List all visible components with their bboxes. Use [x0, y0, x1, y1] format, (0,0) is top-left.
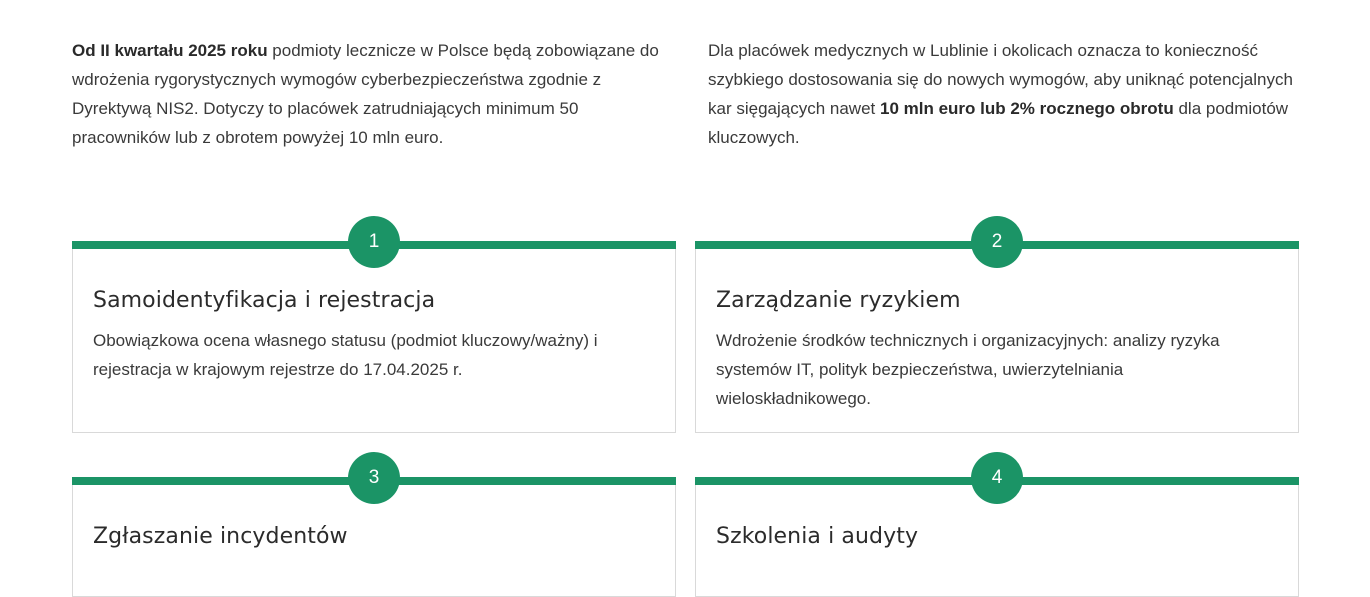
card-description: Obowiązkowa ocena własnego statusu (podmiot kluczowy/ważny) i rejestracja w krajowym rejestrze do 17.04.2025 r.	[93, 331, 598, 379]
step-number-badge: 3	[348, 452, 400, 504]
card-title: Samoidentyfikacja i rejestracja	[93, 288, 436, 313]
card-title: Zgłaszanie incydentów	[93, 524, 348, 549]
requirement-card-1	[72, 231, 676, 433]
intro-right-text-start: Dla placówek medycznych w Lublinie i okolicach oznacza to konieczność szybkiego dostosowania się do nowych wymogów, aby uniknąć potencjalnych kar sięgających nawet	[708, 41, 1293, 118]
requirement-card-4	[695, 467, 1299, 597]
card-description: Wdrożenie środków technicznych i organizacyjnych: analizy ryzyka systemów IT, polityk bezpieczeństwa, uwierzytelniania wieloskładnikowego.	[716, 331, 1220, 408]
intro-right-text-end: dla podmiotów kluczowych.	[708, 99, 1289, 147]
step-number-badge: 2	[971, 216, 1023, 268]
requirement-card-2	[695, 231, 1299, 433]
intro-left-bold: Od II kwartału 2025 roku	[72, 41, 268, 60]
requirement-card-3	[72, 467, 676, 597]
intro-paragraph-left	[72, 36, 672, 152]
step-number-badge: 1	[348, 216, 400, 268]
intro-right-bold: 10 mln euro lub 2% rocznego obrotu	[879, 99, 1174, 118]
card-title: Zarządzanie ryzykiem	[716, 288, 961, 313]
intro-paragraph-right	[708, 36, 1308, 152]
step-number-badge: 4	[971, 452, 1023, 504]
card-title: Szkolenia i audyty	[716, 524, 919, 549]
intro-left-text: podmioty lecznicze w Polsce będą zobowiązane do wdrożenia rygorystycznych wymogów cyberbezpieczeństwa zgodnie z Dyrektywą NIS2. Dotyczy to placówek zatrudniających minimum 50 pracowników lub z obrotem powyżej 10 mln euro.	[72, 41, 659, 147]
